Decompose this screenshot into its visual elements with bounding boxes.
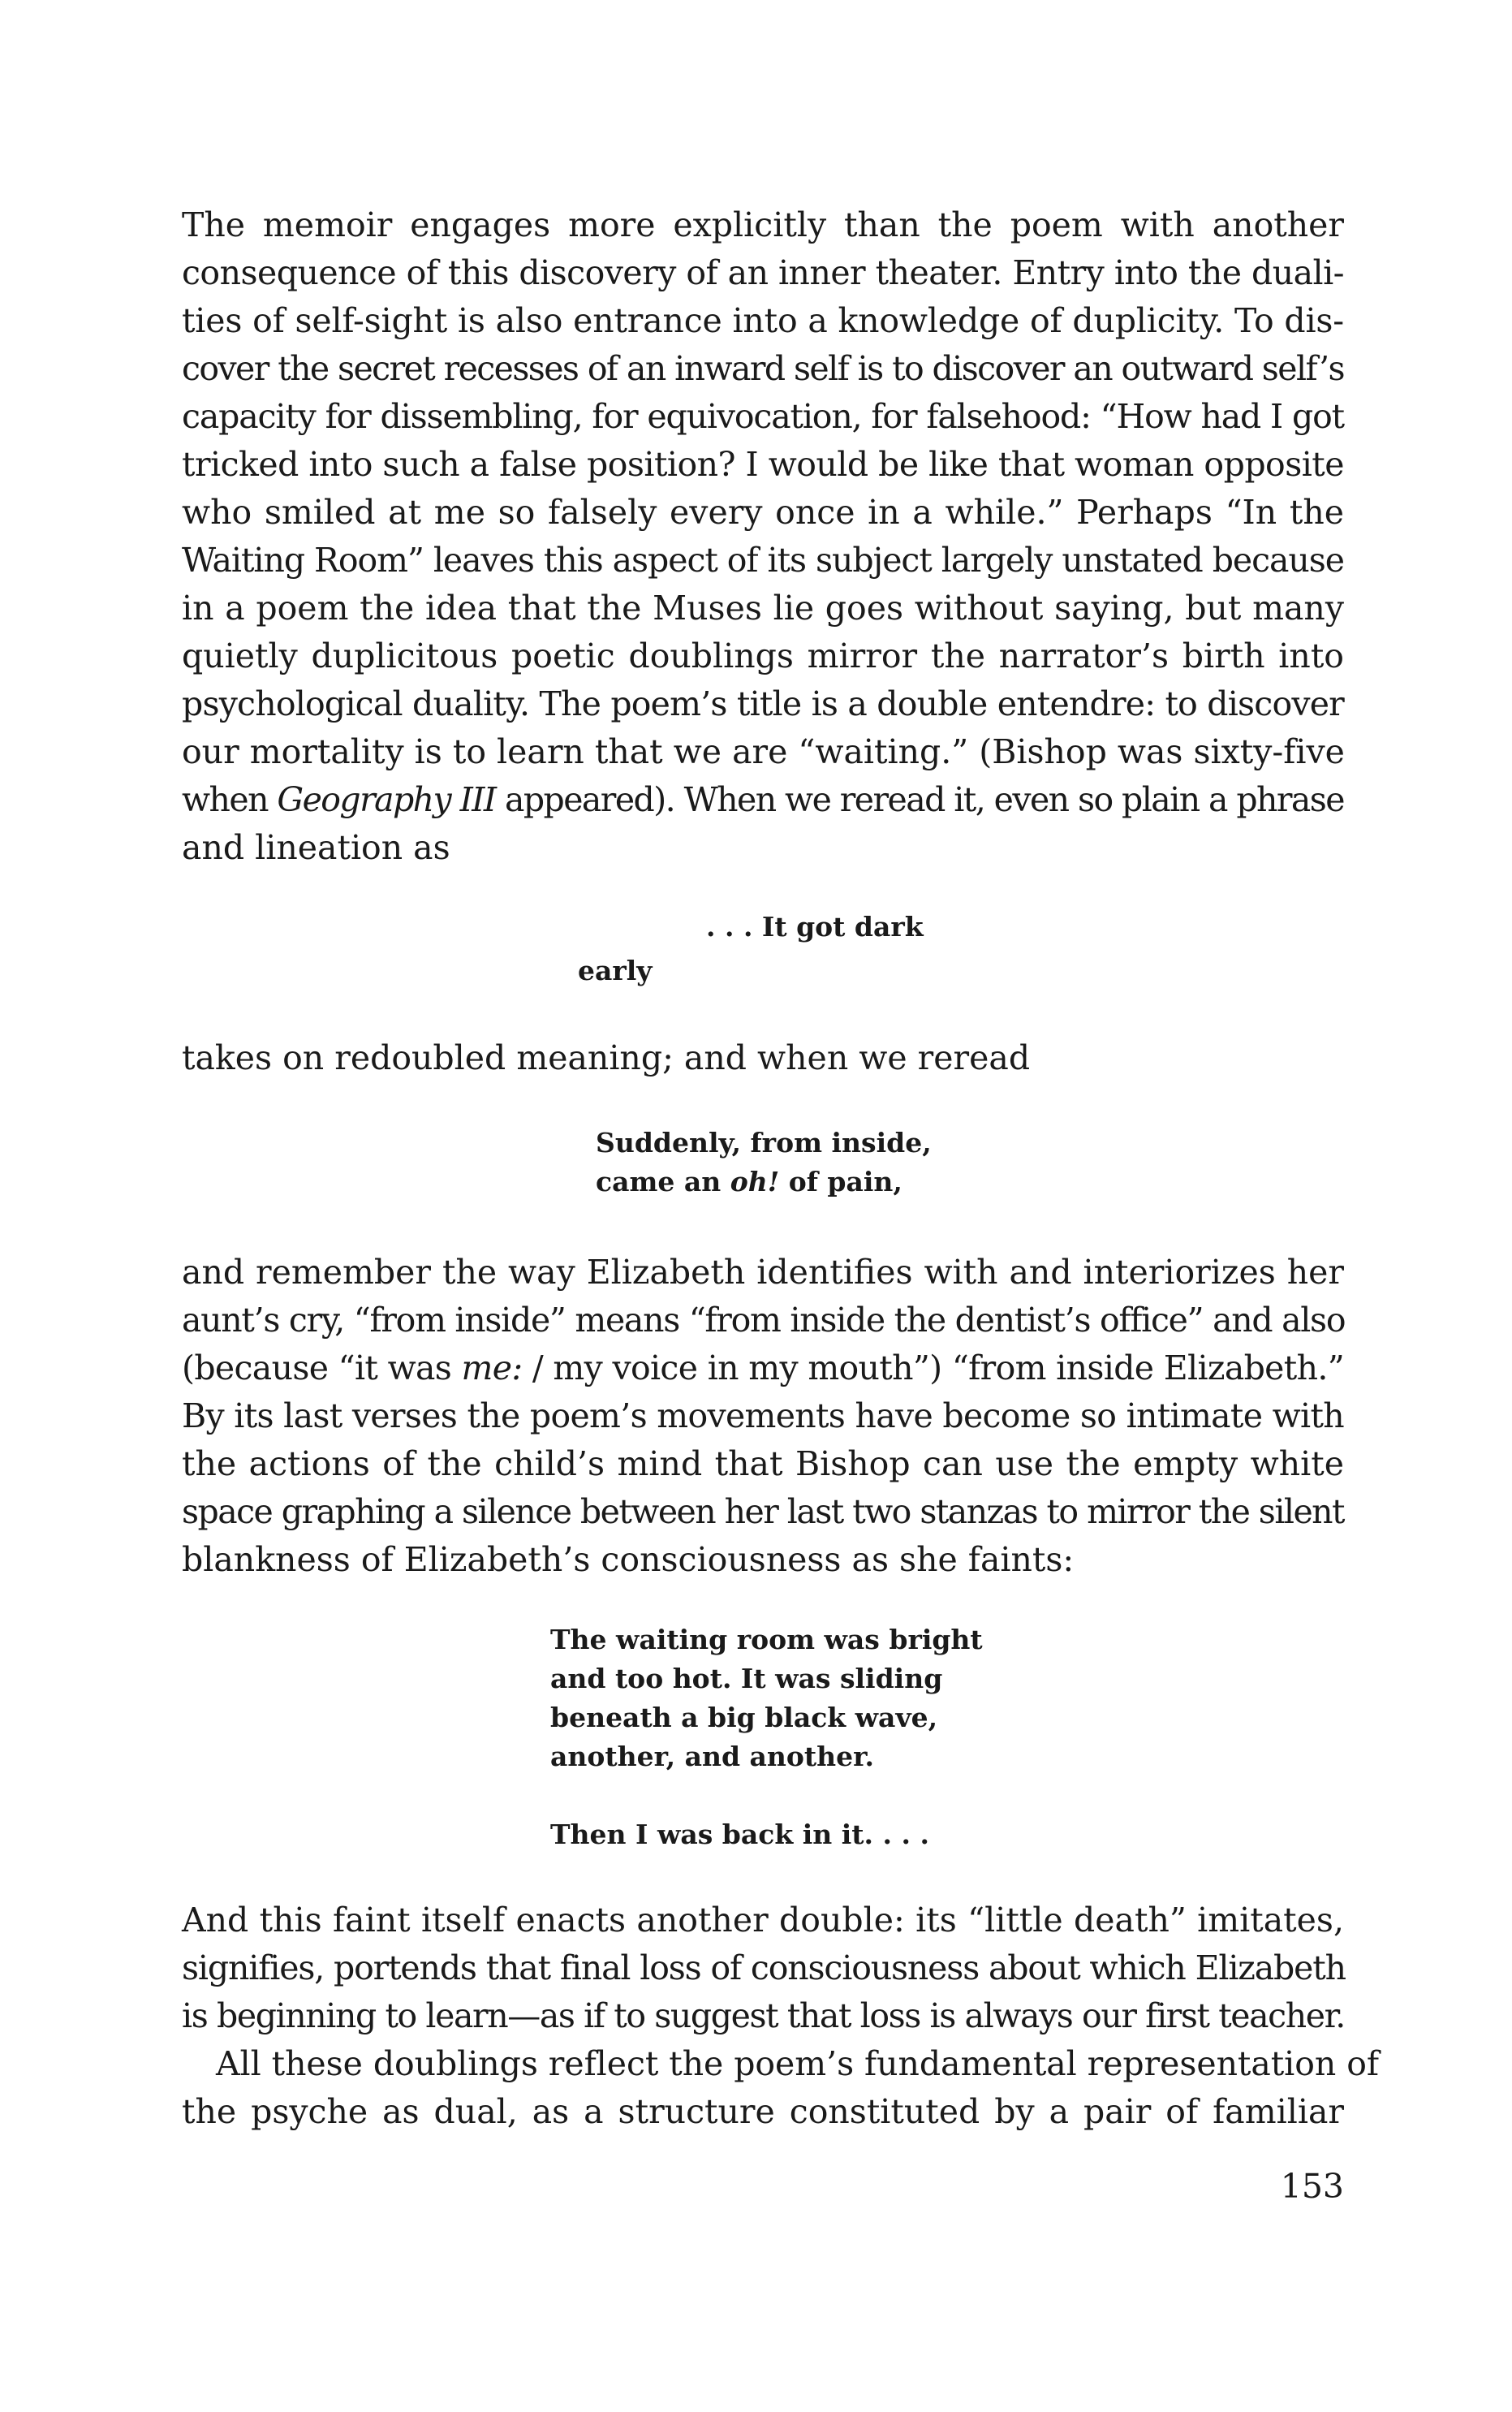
text-line: aunt’s cry, “from inside” means “from inside the dentist’s office” and also [182,1301,1346,1340]
text-fragment: came an [596,1166,730,1197]
quote-1-line-2: early [578,955,653,986]
text-line: tricked into such a false position? I would be like that woman opposite [182,445,1344,484]
text-line: All these doublings reflect the poem’s fundamental representation of [216,2044,1379,2083]
text-line: is beginning to learn—as if to suggest that loss is always our first teacher. [182,1996,1345,2035]
text-line: in a poem the idea that the Muses lie goes without saying, but many [182,589,1344,628]
verse-line: and too hot. It was sliding [550,1663,943,1694]
text-line: the actions of the child’s mind that Bishop can use the empty white [182,1444,1344,1483]
text-line: consequence of this discovery of an inner theater. Entry into the duali- [182,253,1344,292]
text-line: ties of self-sight is also entrance into a knowledge of duplicity. To dis- [182,301,1344,340]
text-line: psychological duality. The poem’s title is a double entendre: to discover [182,684,1344,723]
text-line: and lineation as [182,828,450,867]
text-line: takes on redoubled meaning; and when we reread [182,1038,1031,1077]
quote-3-final-line: Then I was back in it. . . . [550,1819,929,1850]
text-line: capacity for dissembling, for equivocation, for falsehood: “How had I got [182,397,1344,436]
verse-line: another, and another. [550,1741,874,1772]
text-line [182,776,1344,824]
text-line: The memoir engages more explicitly than the poem with another [182,205,1344,244]
text-line: cover the secret recesses of an inward self is to discover an outward self’s [182,349,1344,388]
paragraph-1 [182,201,1344,872]
text-line: and remember the way Elizabeth identifies with and interiorizes her [182,1253,1344,1292]
book-title: Geography III [277,780,496,819]
text-line [182,1344,1344,1392]
text-fragment: (because “it was [182,1348,462,1387]
quote-3 [550,1620,983,1776]
page-number: 153 [1280,2167,1344,2206]
paragraph-5 [182,2040,1379,2136]
text-line: quietly duplicitous poetic doublings mirror the narrator’s birth into [182,636,1344,675]
text-line: space graphing a silence between her last two stanzas to mirror the silent [182,1492,1344,1531]
paragraph-2 [182,1034,1344,1082]
interjection: oh! [730,1166,780,1197]
text-fragment: / my voice in my mouth”) “from inside Elizabeth.” [522,1348,1344,1387]
paragraph-4 [182,1896,1344,2040]
verse-line: The waiting room was bright [550,1624,983,1655]
text-line: our mortality is to learn that we are “waiting.” (Bishop was sixty-five [182,732,1345,771]
text-line: By its last verses the poem’s movements have become so intimate with [182,1396,1344,1435]
text-fragment: of pain, [779,1166,902,1197]
text-fragment: appeared). When we reread it, even so plain a phrase [495,780,1344,819]
verse-line: Suddenly, from inside, [596,1127,932,1159]
text-line: signifies, portends that final loss of consciousness about which Elizabeth [182,1948,1346,1987]
quote-1-line-1: . . . It got dark [706,911,924,943]
text-line: And this faint itself enacts another double: its “little death” imitates, [182,1901,1344,1940]
verse-line: beneath a big black wave, [550,1702,938,1733]
emphasis: me: [461,1348,523,1387]
verse-line [596,1163,932,1202]
text-fragment: when [182,780,278,819]
text-line: who smiled at me so falsely every once in a while.” Perhaps “In the [182,493,1344,532]
paragraph-3 [182,1249,1344,1584]
quote-2 [596,1124,932,1202]
text-line: Waiting Room” leaves this aspect of its subject largely unstated because [182,541,1344,580]
text-line: the psyche as dual, as a structure constituted by a pair of familiar [182,2092,1344,2131]
text-line: blankness of Elizabeth’s consciousness as she faints: [182,1540,1075,1579]
